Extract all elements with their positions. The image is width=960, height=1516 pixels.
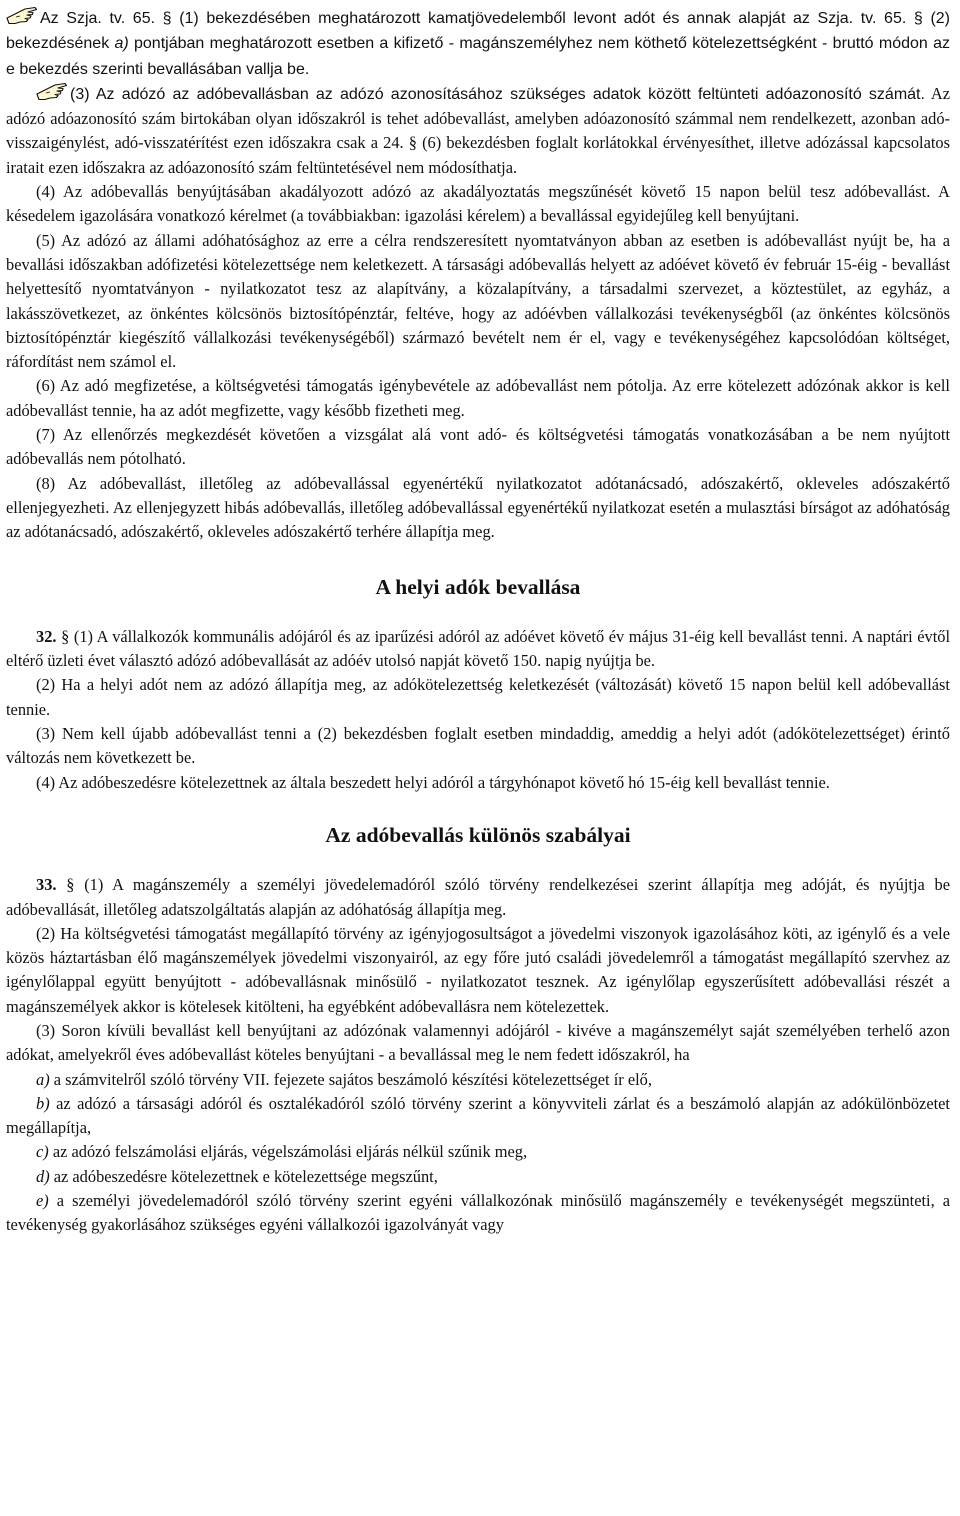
- list-item-text: a számvitelről szóló törvény VII. fejezete sajátos beszámoló készítési kötelezettséget ír elő,: [49, 1069, 652, 1089]
- point-letter: d): [36, 1166, 50, 1186]
- section-33-paragraph-2: (2) Ha költségvetési támogatást megállapító törvény az igényjogosultságot a jövedelmi viszonyok igazolásához köti, az igénylő és a vele közös háztartásban élő magánszemélyek jövedelmi viszonyairól, az egy főre jutó családi jövedelemről a támogatást megállapító szervhez az igénylőlappal együtt benyújtott - adóbevallásnak minősülő - nyilatkozatot tesznek. Az igénylőlap egyszerűsített adóbevallási részét a magánszemélyek akkor is kötelesek kitölteni, ha egyébként adóbevallásra nem kötelezettek.: [6, 923, 950, 1016]
- list-item-c: [6, 1140, 950, 1164]
- section-number: 32.: [36, 626, 57, 646]
- list-item-e: [6, 1189, 950, 1238]
- list-item-d: [6, 1165, 950, 1189]
- paragraph-4: (4) Az adóbevallás benyújtásában akadályozott adózó az akadályoztatás megszűnését követő 15 napon belül tesz adóbevallást. A késedelem igazolására vonatkozó kérelmet (a továbbiakban: igazolási kérelem) a bevallással egyidejűleg kell benyújtani.: [6, 182, 951, 226]
- list-item-text: az adózó a társasági adóról és osztalékadóról szóló törvény szerint a könyvviteli zárlat és a beszámoló alapján az adókülönbözetet megállapítja,: [6, 1093, 950, 1138]
- paragraph-text: Az adózó adóazonosító szám birtokában olyan időszakról is tehet adóbevallást, amelyben adóazonosító számmal nem rendelkezett, azonban adó-visszaigénylést, adó-visszatérítést ezen időszakra csak a 24. § (6) bekezdésben foglalt korlátokkal érvényesíthet, illetve adózással kapcsolatos iratait ezen időszakra az adóazonosító szám feltüntetésével nem módosíthatja.: [6, 83, 950, 177]
- list-item-b: [6, 1092, 950, 1141]
- list-item-text: az adózó felszámolási eljárás, végelszámolási eljárás nélkül szűnik meg,: [48, 1142, 528, 1162]
- paragraph-6: (6) Az adó megfizetése, a költségvetési támogatás igénybevétele az adóbevallást nem pótolja. Az erre kötelezett adózónak akkor is kell adóbevallást tennie, ha az adót megfizette, vagy később fizetheti meg.: [6, 376, 950, 420]
- paragraph-text: § (1) A magánszemély a személyi jövedelemadóról szóló törvény rendelkezései szerint állapítja meg adóját, és nyújtja be adóbevallását, illetőleg adatszolgáltatás alapján az adóhatóság állapítja meg.: [6, 875, 950, 919]
- paragraph-text: (3) Az adózó az adóbevallásban az adózó azonosításához szükséges adatok között feltünteti adóazonosító számát.: [70, 85, 925, 103]
- section-32-paragraph-2: (2) Ha a helyi adót nem az adózó állapítja meg, az adókötelezettség keletkezését (változását) követő 15 napon belül kell adóbevallást tennie.: [6, 675, 950, 719]
- paragraph-text: pontjában meghatározott esetben a kifizető - magánszemélyhez nem köthető kötelezettségként - bruttó módon az e bekezdés szerinti bevallásában vallja be.: [6, 35, 950, 78]
- list-item-text: az adóbeszedésre kötelezettnek e kötelezettsége megszűnt,: [49, 1166, 438, 1186]
- point-letter: b): [36, 1093, 50, 1113]
- section-number: 33.: [36, 875, 57, 895]
- point-letter: a): [36, 1069, 50, 1089]
- list-item-text: a személyi jövedelemadóról szóló törvény szerint egyéni vállalkozónak minősülő magánszemély e tevékenységét megszünteti, a tevékenység gyakorlásához szükséges egyéni vállalkozói igazolványát vagy: [6, 1191, 950, 1235]
- pointing-hand-icon[interactable]: [6, 6, 38, 26]
- section-heading-kulonos-szabalyok: Az adóbevallás különös szabályai: [325, 822, 631, 847]
- point-letter: c): [36, 1142, 49, 1162]
- section-32-paragraph-3: (3) Nem kell újabb adóbevallást tenni a (2) bekezdésben foglalt esetben mindaddig, ameddig a helyi adót (adókötelezettséget) érintő változás nem következett be.: [6, 724, 950, 768]
- point-letter: e): [36, 1191, 49, 1211]
- paragraph-kamatjovedelem: [6, 6, 950, 82]
- section-33-paragraph-3: (3) Soron kívüli bevallást kell benyújtani az adózónak valamennyi adójáról - kivéve a magánszemélyt saját személyében terhelő azon adókat, amelyekről éves adóbevallást köteles benyújtani - a bevallással meg le nem fedett időszakról, ha: [6, 1020, 950, 1065]
- paragraph-adoazonosito: [6, 82, 950, 180]
- section-heading-helyi-adok: A helyi adók bevallása: [375, 574, 581, 599]
- paragraph-7: (7) Az ellenőrzés megkezdését követően a vizsgálat alá vont adó- és költségvetési támogatás vonatkozásában a be nem nyújtott adóbevallás nem pótolható.: [6, 425, 950, 469]
- paragraph-5: (5) Az adózó az állami adóhatósághoz az erre a célra rendszeresített nyomtatványon abban az esetben is adóbevallást nyújt be, ha a bevallási időszakban adófizetési kötelezettsége nem keletkezett. A társasági adóbevallás helyett az adóévet követő év február 15-éig - bevallást helyettesítő nyomtatványon - nyilatkozatot tesz az alapítvány, a közalapítvány, a társadalmi szervezet, a köztestület, az egyház, a lakásszövetkezet, az önkéntes kölcsönös biztosítópénztár, feltéve, hogy az adóévben vállalkozási tevékenységből (az önkéntes kölcsönös biztosítópénztár kiegészítő vállalkozási tevékenységéből) származó bevételt nem ér el, vagy e tevékenységéhez kapcsolódóan költséget, ráfordítást nem számol el.: [6, 230, 950, 372]
- section-32-paragraph-1: [6, 625, 950, 674]
- list-item-a: [6, 1068, 950, 1092]
- paragraph-8: (8) Az adóbevallást, illetőleg az adóbevallással egyenértékű nyilatkozatot adótanácsadó, adószakértő, okleveles adószakértő ellenjegyezheti. Az ellenjegyzett hibás adóbevallás, illetőleg adóbevallással egyenértékű nyilatkozat esetén a mulasztási bírságot az adóhatóság az adótanácsadó, adószakértő, okleveles adószakértő terhére állapítja meg.: [6, 473, 950, 542]
- point-letter: a): [114, 35, 129, 53]
- paragraph-text: Az Szja. tv. 65. § (1) bekezdésében meghatározott kamatjövedelemből levont adót és annak alapját az Szja. tv. 65. § (2) bekezdésének: [6, 10, 950, 53]
- section-32-paragraph-4: (4) Az adóbeszedésre kötelezettnek az általa beszedett helyi adóról a tárgyhónapot követő hó 15-éig kell bevallást tennie.: [36, 772, 830, 792]
- section-33-paragraph-1: [6, 873, 950, 922]
- paragraph-text: § (1) A vállalkozók kommunális adójáról és az iparűzési adóról az adóévet követő év május 31-éig kell bevallást tenni. A naptári évtől eltérő üzleti évet választó adózó adóbevallását az adóév utolsó napját követő 150. napig nyújtja be.: [6, 626, 950, 671]
- pointing-hand-icon[interactable]: [36, 82, 68, 102]
